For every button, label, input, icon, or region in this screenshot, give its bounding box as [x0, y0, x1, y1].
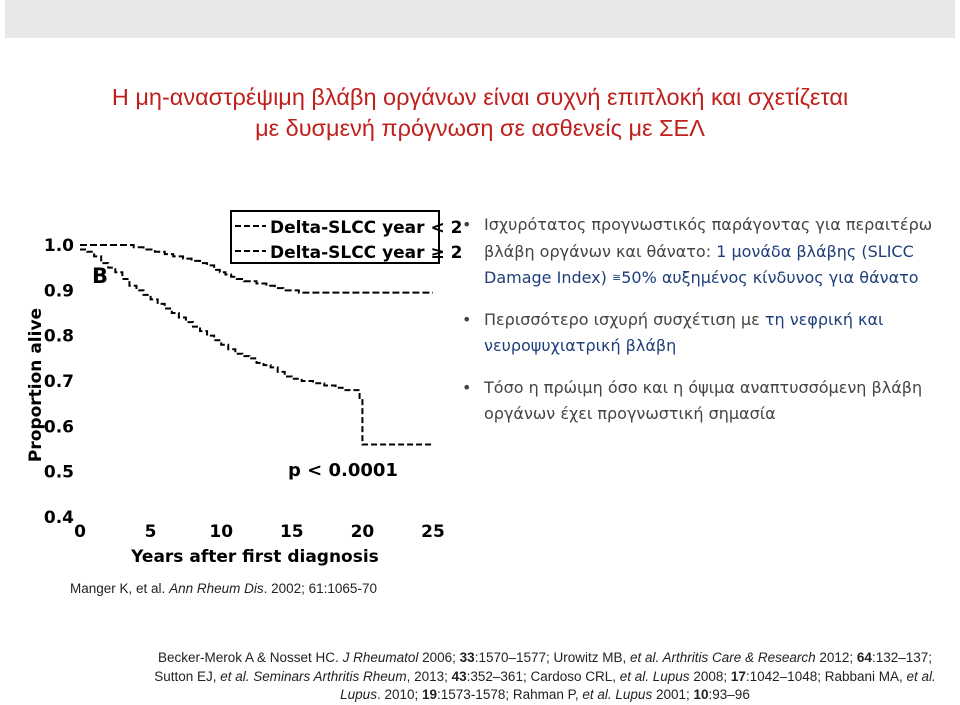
y-tick-label: 0.7 [43, 372, 74, 392]
bullet-highlight: αυξημένος κίνδυνος για θάνατο [656, 268, 919, 287]
x-tick-label: 10 [209, 522, 234, 542]
bullet-dot-icon: • [462, 309, 472, 329]
reference-text: :1570–1577; Urowitz MB, [474, 650, 631, 665]
reference-text: 2012; [815, 650, 857, 665]
y-tick-label: 0.5 [43, 462, 74, 483]
bullet-dot-icon: • [462, 215, 472, 234]
y-tick-label: 0.9 [43, 281, 74, 302]
y-axis-label: Proportion alive [26, 307, 46, 463]
reference-text: 2006; [418, 650, 460, 665]
reference-volume: 17 [730, 668, 746, 684]
chart-legend [231, 211, 462, 263]
reference-text: Becker-Merok A & Nosset HC. [158, 650, 343, 665]
y-tick-label: 0.4 [43, 508, 74, 528]
y-tick-label: 0.6 [43, 417, 74, 438]
reference-journal: et al. Lupus [340, 668, 936, 702]
reference-text: 2008; [689, 668, 731, 684]
reference-text: :1573-1578; Rahman P, [437, 687, 583, 702]
panel-label: B [92, 264, 109, 288]
reference-journal: et al. Lupus [582, 687, 653, 702]
bullet-item-renal-neuro [462, 307, 942, 360]
bullet-highlight: 50% [621, 268, 657, 287]
bullet-item-early-late-damage [462, 375, 942, 428]
reference-journal: et al. Lupus [619, 668, 690, 684]
chart-series-lines [80, 245, 433, 444]
reference-journal: J Rheumatol [342, 650, 419, 665]
y-tick-label: 0.8 [43, 326, 74, 347]
reference-journal: Ann Rheum Dis [169, 581, 264, 596]
bullet-text: Ισχυρότατος προγνωστικός παράγοντας για περαιτέρω βλάβη οργάνων και θάνατο: [484, 215, 933, 261]
reference-journal: et al. Seminars Arthritis Rheum [220, 668, 407, 684]
slide-title-line-2: με δυσμενή πρόγνωση σε ασθενείς με ΣΕΛ [255, 115, 705, 141]
bullet-list [462, 212, 942, 428]
x-tick-label: 25 [421, 522, 445, 542]
reference-text: :1042–1048; Rabbani MA, [745, 668, 907, 684]
reference-list [150, 649, 940, 705]
reference-text: . 2002; 61:1065-70 [263, 581, 377, 596]
bullet-dot-icon: • [462, 377, 472, 397]
bullet-highlight: (SLICC Damage Index) [484, 241, 914, 287]
reference-journal: et al. Arthritis Care & Research [630, 650, 816, 665]
reference-volume: 43 [451, 668, 467, 684]
reference-text: :132–137; Sutton EJ, [154, 650, 932, 684]
reference-volume: 64 [856, 650, 872, 665]
reference-text: :93–96 [708, 687, 750, 702]
bullet-highlight: 1 μονάδα βλάβης [716, 241, 857, 261]
x-tick-label: 15 [279, 522, 304, 542]
reference-text: Manger K, et al. [70, 581, 170, 596]
reference-volume: 33 [459, 650, 475, 665]
y-tick-label: 1.0 [43, 236, 74, 256]
series-line-2 [80, 250, 433, 445]
bullet-text: Περισσότερο ισχυρή συσχέτιση με [484, 309, 765, 329]
bullet-item-prognostic-factor [462, 212, 942, 292]
x-tick-label: 0 [74, 522, 86, 542]
x-axis-label: Years after first diagnosis [131, 547, 379, 567]
reference-text: . 2010; [376, 687, 422, 702]
p-value-annotation: p < 0.0001 [288, 460, 398, 481]
bullet-highlight: τη νεφρική και νευροψυχιατρική βλάβη [484, 309, 884, 355]
legend-label-series-1: Delta-SLCC year < 2 [270, 218, 463, 238]
approx-symbol: ≅ [611, 271, 622, 284]
reference-manger [70, 581, 377, 596]
reference-text: 2001; [652, 687, 694, 702]
legend-label-series-2: Delta-SLCC year ≥ 2 [270, 243, 463, 263]
slide-title-line-1: Η μη-αναστρέψιμη βλάβη οργάνων είναι συχνή επιπλοκή και σχετίζεται [111, 84, 849, 110]
reference-text: , 2013; [406, 668, 452, 684]
x-tick-label: 5 [144, 522, 157, 542]
reference-volume: 19 [422, 687, 438, 702]
reference-text: :352–361; Cardoso CRL, [466, 668, 620, 684]
x-tick-label: 20 [350, 522, 375, 542]
bullet-text: Τόσο η πρώιμη όσο και η όψιμα αναπτυσσόμενη βλάβη οργάνων έχει προγνωστική σημασία [484, 377, 923, 423]
reference-volume: 10 [693, 687, 709, 702]
